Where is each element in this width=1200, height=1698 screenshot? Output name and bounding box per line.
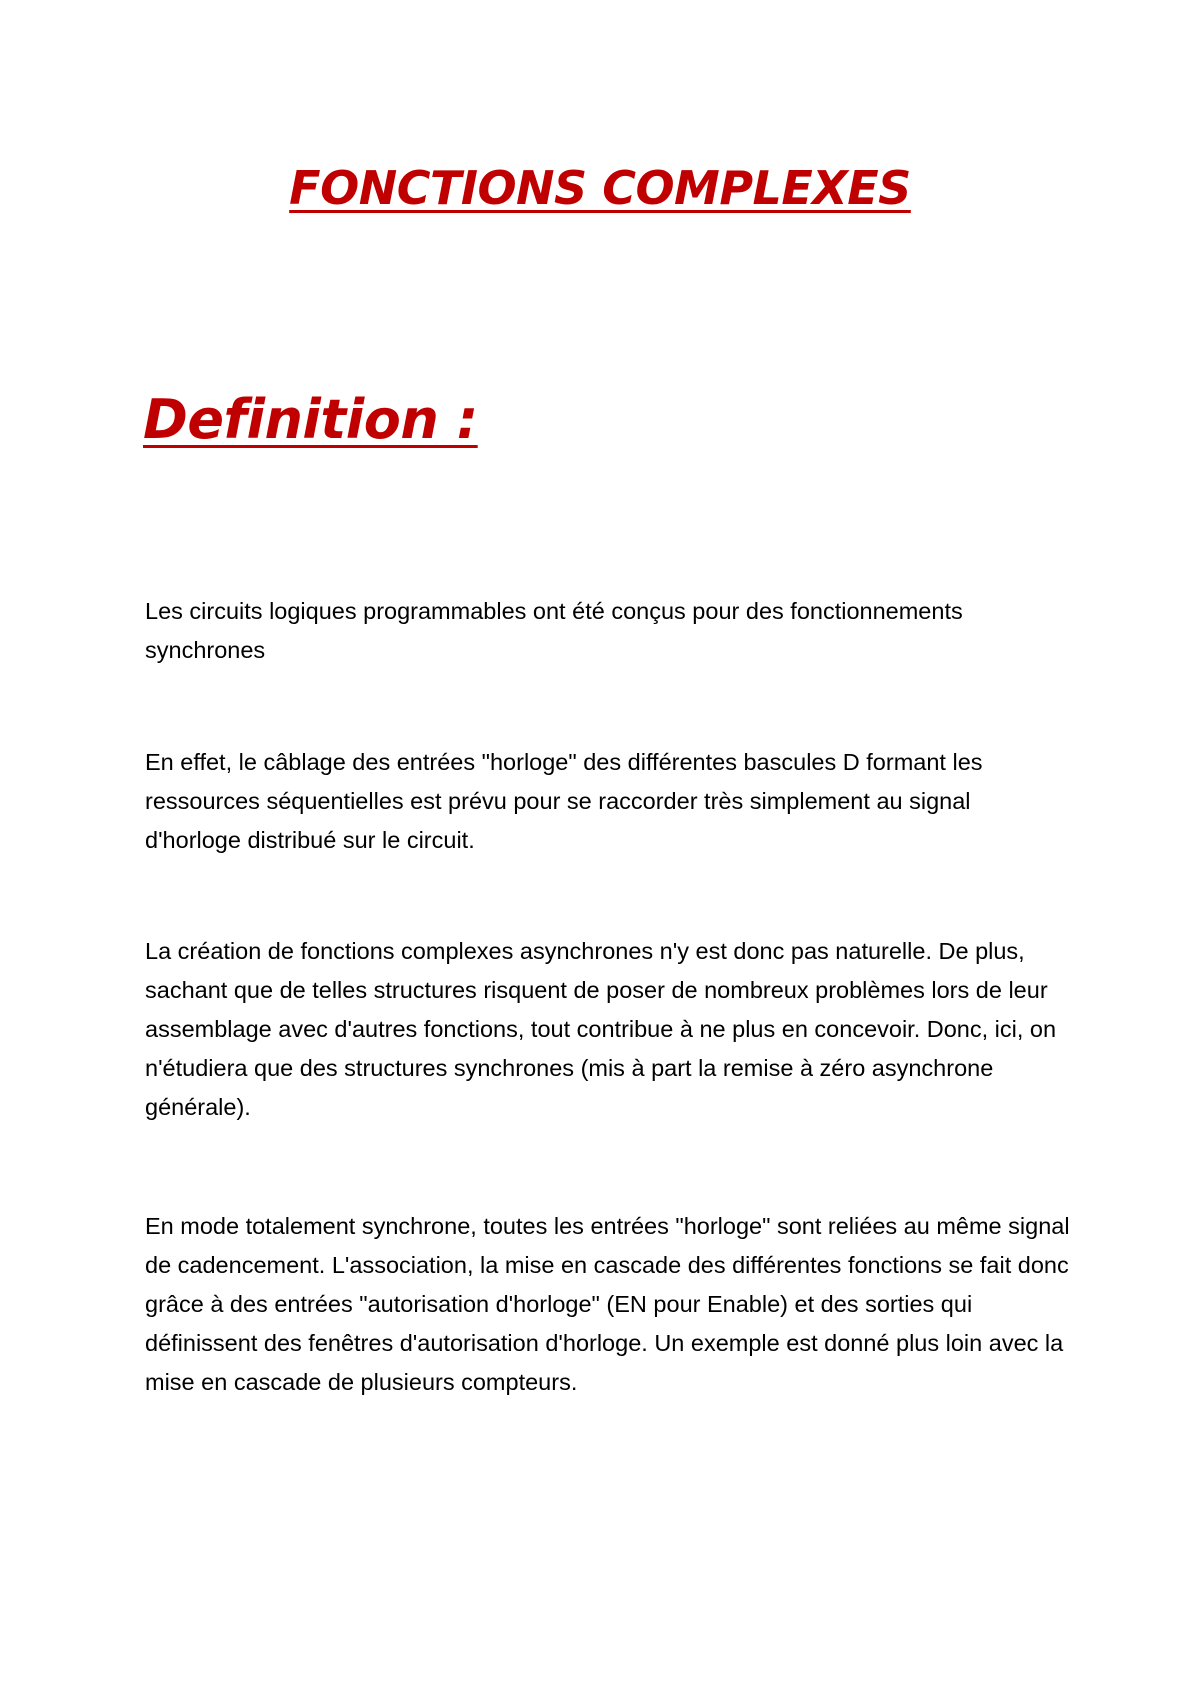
section-heading-definition: Definition : — [143, 388, 478, 451]
paragraph: En mode totalement synchrone, toutes les entrées "horloge" sont reliées au même signal de cadencement. L'association, la mise en cascade des différentes fonctions se fait donc grâce à des entrées "autorisation d'horloge" (EN pour Enable) et des sorties qui définissent des fenêtres d'autorisation d'horloge. Un exemple est donné plus loin avec la mise en cascade de plusieurs compteurs. — [145, 1213, 1070, 1395]
paragraph: Les circuits logiques programmables ont été conçus pour des fonctionnements synchrones — [145, 598, 963, 663]
paragraph: En effet, le câblage des entrées "horloge" des différentes bascules D formant les ressources séquentielles est prévu pour se raccorder très simplement au signal d'horloge distribué sur le circuit. — [145, 749, 983, 853]
paragraph: La création de fonctions complexes asynchrones n'y est donc pas naturelle. De plus, sachant que de telles structures risquent de poser de nombreux problèmes lors de leur assemblage avec d'autres fonctions, tout contribue à ne plus en concevoir. Donc, ici, on n'étudiera que des structures synchrones (mis à part la remise à zéro asynchrone générale). — [145, 938, 1057, 1120]
document-title: FONCTIONS COMPLEXES — [289, 161, 911, 215]
